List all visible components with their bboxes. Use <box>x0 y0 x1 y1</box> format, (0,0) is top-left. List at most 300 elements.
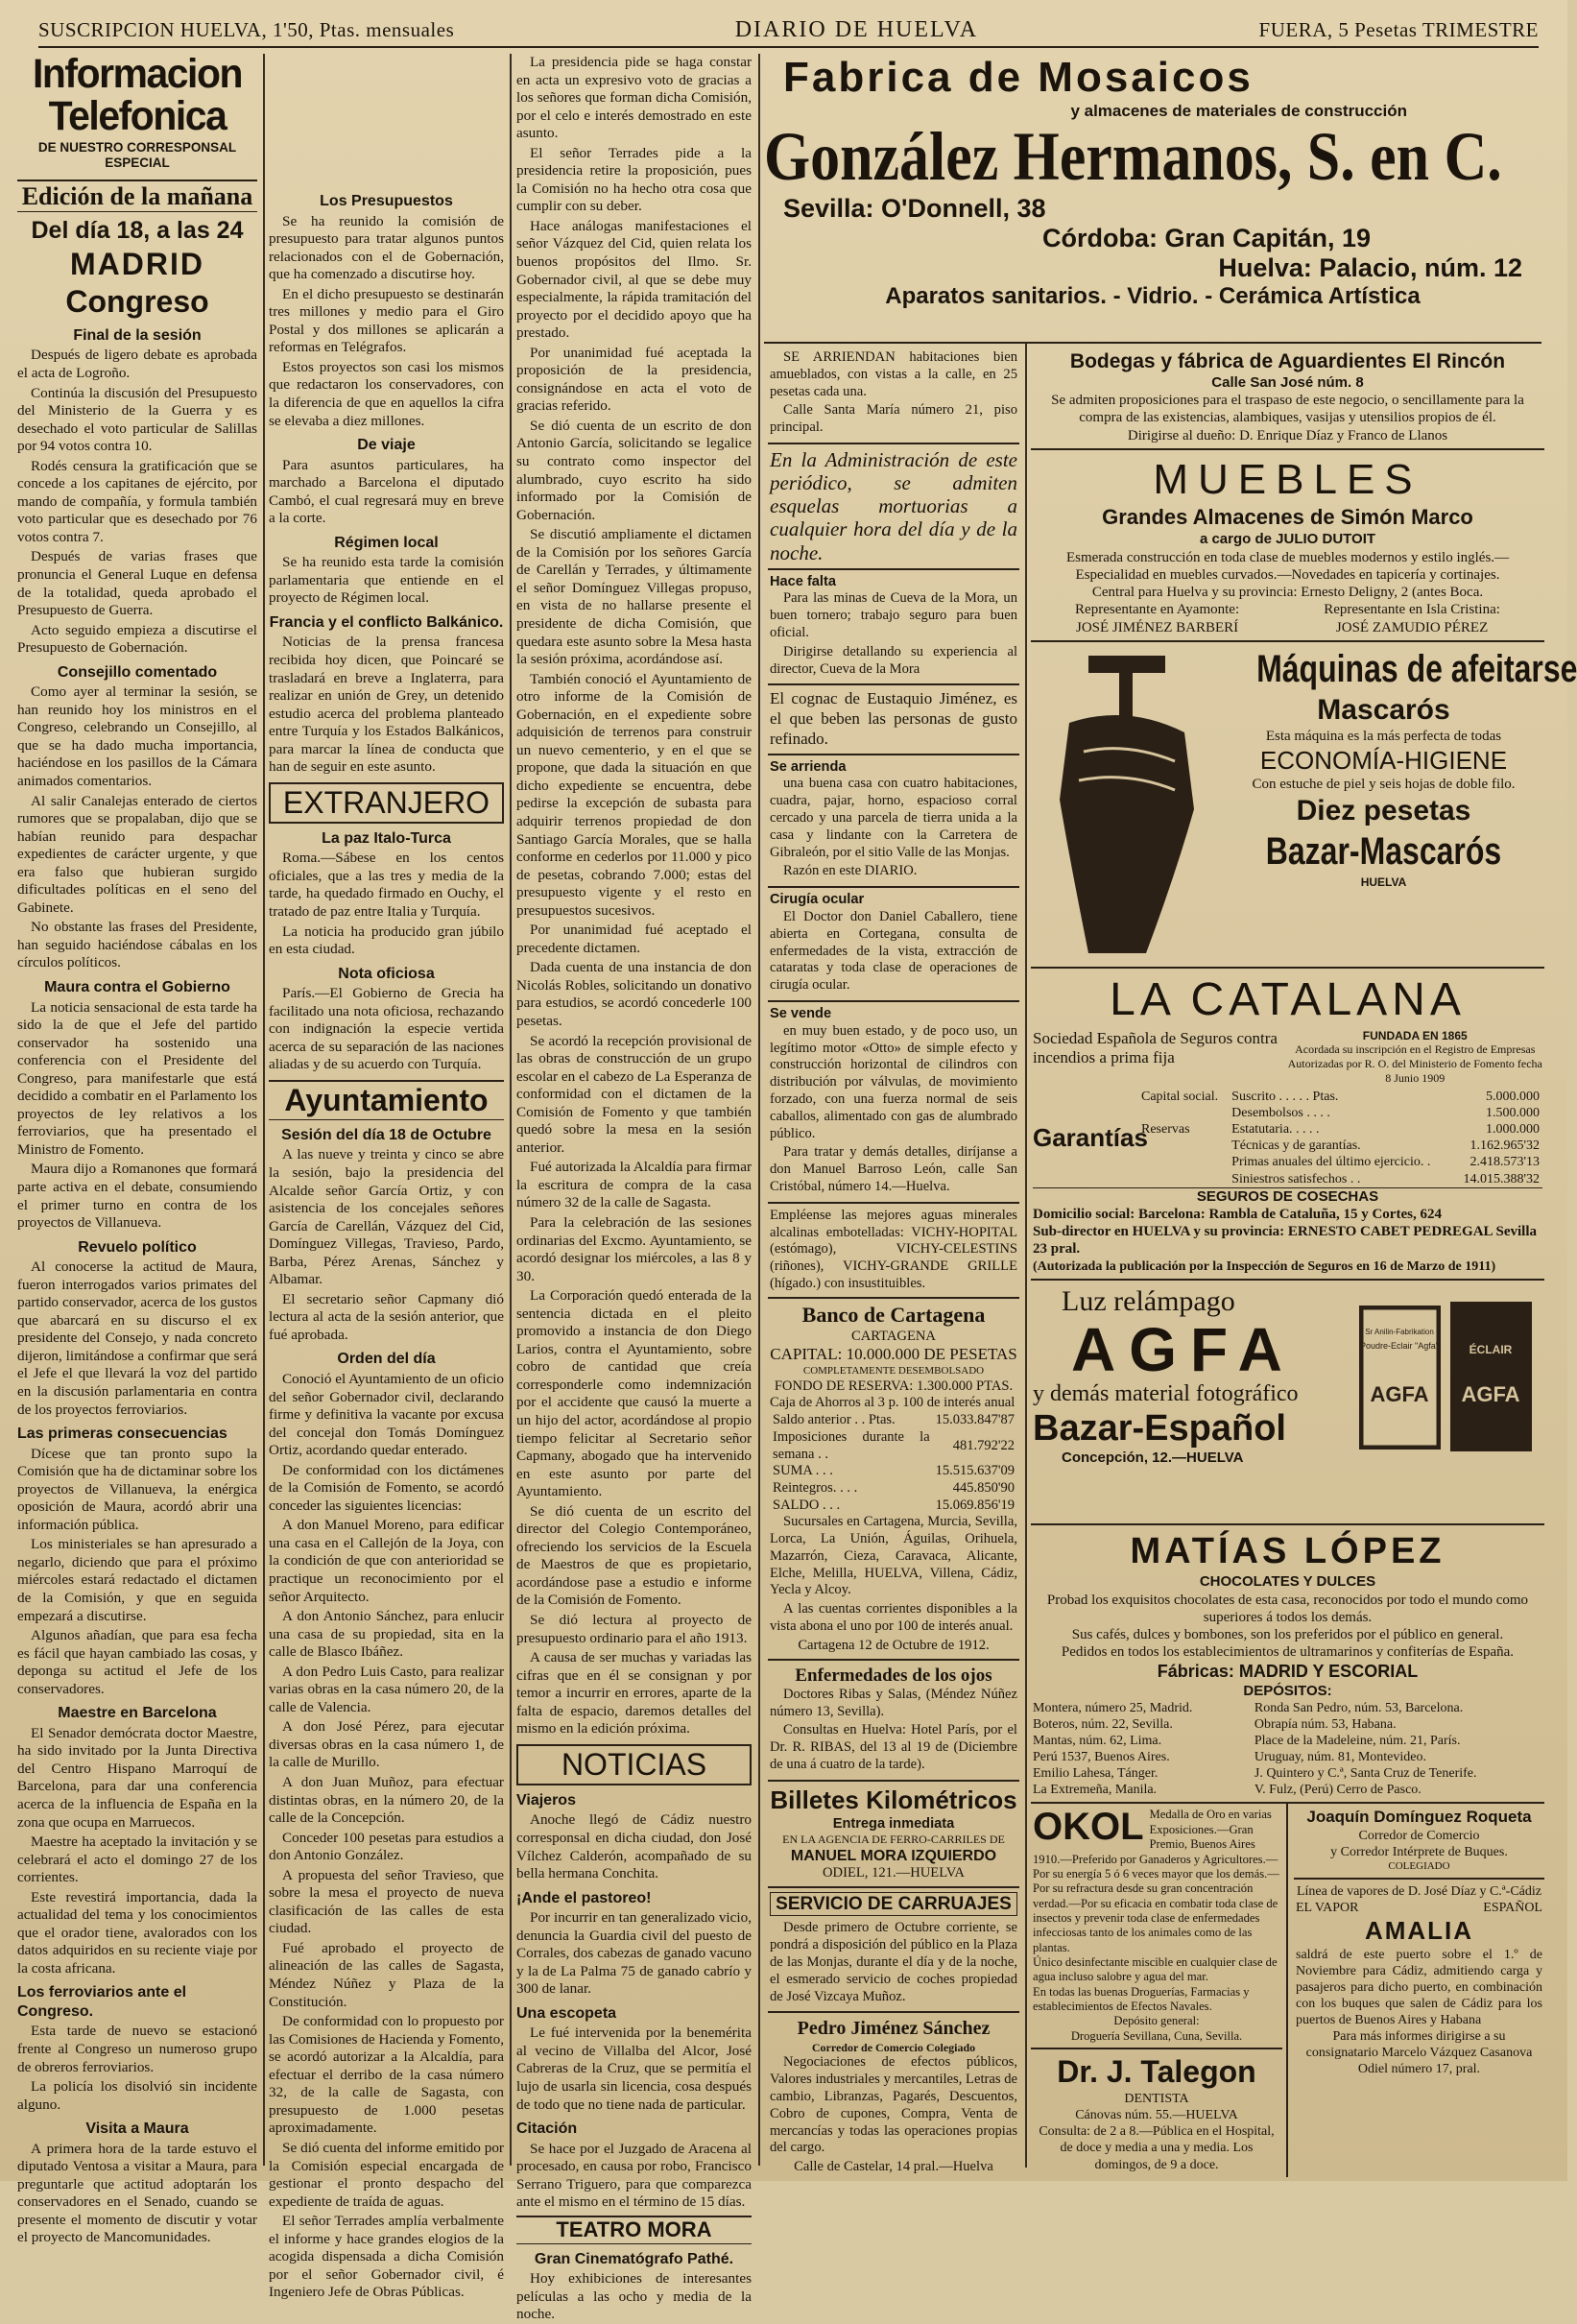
paragraph: Después de varias frases que pronuncia el General Luque en defensa de la totalidad, queda aprobado el Presupuesto de Guerra. <box>17 548 257 619</box>
paragraph: Se dió cuenta de un escrito de don Antonio García, solicitando se legalice su contrato como inspector del alumbrado, cuyo escrito ha sido informado por la Comisión de Gobernación. <box>516 417 752 523</box>
subhead: La paz Italo-Turca <box>322 829 451 847</box>
ad-subheading: y almacenes de materiales de construcción <box>1070 102 1407 120</box>
paragraph: Algunos añadían, que para esa fecha es fácil que hayan cambiado las cosas, y deponga su actitud el Jefe de los conservadores. <box>17 1627 257 1697</box>
guarantees-label: Garantías <box>1033 1122 1148 1152</box>
mosaic-factory-ad <box>764 54 1541 344</box>
ad-text: Esta máquina es la más perfecta de todas <box>1265 729 1502 745</box>
ad-heading: LA CATALANA <box>1110 974 1466 1026</box>
table-cell <box>1138 1154 1229 1170</box>
list-item: J. Quintero y C.ª, Santa Cruz de Tenerife. <box>1254 1766 1477 1782</box>
brand-name: Mascarós <box>1317 693 1450 726</box>
dentist-ad <box>1031 2049 1282 2176</box>
paragraph: Se hace por el Juzgado de Aracena al procesado, en causa por robo, Francisco Serrano Triguero, para que comparezca ante el mismo en el término de 15 días. <box>516 2140 752 2211</box>
steamship-ad <box>1294 1880 1544 2082</box>
paragraph: Se ha reunido esta tarde la comisión parlamentaria que entiende en el proyecto de Régimen local. <box>269 554 504 607</box>
list-item: Boteros, núm. 22, Sevilla. <box>1033 1717 1173 1733</box>
factories: Fábricas: MADRID Y ESCORIAL <box>1157 1661 1419 1681</box>
paragraph: Fué aprobado el proyecto de alineación de las calles de Sagasta, Méndez Núñez y Plaza de la Constitución. <box>269 1939 504 2010</box>
subhead: Nota oficiosa <box>338 965 435 982</box>
ad-heading: Enfermedades de los ojos <box>795 1665 992 1686</box>
paragraph: Acto seguido empieza a discutirse el Presupuesto de Gobernación. <box>17 621 257 657</box>
subhead: Sesión del día 18 de Octubre <box>281 1126 491 1143</box>
paragraph: Para asuntos particulares, ha marchado a Barcelona el diputado Cambó, el cual regresará muy en breve a la corte. <box>269 456 504 527</box>
ad-heading: Luz relámpago <box>1062 1284 1235 1317</box>
column-divider <box>758 54 760 2166</box>
railway-tickets-ad <box>768 1782 1019 1888</box>
ad-heading: MUEBLES <box>1153 455 1422 503</box>
table-cell: 15.033.847'87 <box>935 1412 1015 1428</box>
subhead: ¡Ande el pastoreo! <box>516 1889 652 1906</box>
paragraph: Rodés censura la gratificación que se concede a los capitanes de ejército, por mando de compañía, y formula también voto particular que es desechado por 76 votos contra 7. <box>17 457 257 545</box>
subhead: Revuelo político <box>78 1238 197 1256</box>
paragraph: La noticia sensacional de esta tarde ha sido la de que el Jefe del partido conservador ha sostenido una conferencia con el Presidente del Congreso, para manifestarle que está decidido a combatir en el Parlamento los proyectos de ley relativos a los ferroviarios, que ha presentado el Ministro de Fomento. <box>17 998 257 1158</box>
subscription-outside: FUERA, 5 Pesetas TRIMESTRE <box>1258 17 1539 41</box>
ad-text: Depósito general: <box>1113 2014 1200 2028</box>
ad-text: Representante en Ayamonte: <box>1075 602 1240 618</box>
table-cell: 1.000.000 <box>1486 1122 1540 1138</box>
column-divider <box>510 54 512 2166</box>
paragraph: Hace análogas manifestaciones el señor Vázquez del Cid, quien relata los buenos propósitos del Ilmo. Sr. Gobernador civil, al que se debe muy especialmente, la rápida tramitación del proyecto por el decidido apoyo que ha prestado. <box>516 217 752 342</box>
paragraph: Le fué intervenida por la benemérita al vecino de Villalba del Alcor, José Cabreras de la Cruz, que se permitía el lujo de usarla sin licencia, cosa después de todo que no tiene nada de particular. <box>516 2025 752 2113</box>
table-row <box>1138 1138 1542 1154</box>
table-cell: Reintegros. . . . <box>773 1479 858 1496</box>
table-cell <box>1138 1138 1229 1154</box>
list-item: Place de la Madeleine, núm. 21, París. <box>1254 1734 1461 1749</box>
subhead: Gran Cinematógrafo Pathé. <box>534 2250 734 2267</box>
photo-supplies-ad <box>1031 1281 1544 1525</box>
depots-label: DEPÓSITOS: <box>1243 1682 1332 1699</box>
column-4 <box>768 346 1019 2175</box>
ad-subheading: DENTISTA <box>1124 2092 1189 2107</box>
foreign-news-heading: EXTRANJERO <box>269 782 504 824</box>
table-cell: 14.015.388'32 <box>1463 1171 1540 1186</box>
ad-text: Único desinfectante miscible en cualquier clase de agua incluso salobre y agua del mar. <box>1033 1955 1278 1984</box>
table-cell: 15.515.637'09 <box>935 1463 1015 1479</box>
ad-subheading: Entrega inmediata <box>832 1815 955 1832</box>
table-cell: 5.000.000 <box>1486 1090 1540 1105</box>
ad-heading: Cirugía ocular <box>770 892 865 908</box>
ad-text: A las cuentas corrientes disponibles a la vista abona el uno por 100 de interés anual. <box>770 1601 1017 1635</box>
ad-text: Calle Santa María número 21, piso principal. <box>770 402 1017 436</box>
ad-text: Sus cafés, dulces y bombones, son los preferidos por el público en general. <box>1071 1627 1504 1643</box>
bank-ad <box>768 1299 1019 1661</box>
ad-text: Desde primero de Octubre corriente, se pondrá a disposición del público en la Plaza de las Monjas, durante el día y de la noche, el esmerado servicio de coches propiedad de José Vizcaya Muñoz. <box>770 1920 1017 2004</box>
paragraph: Roma.—Sábese en los centos oficiales, que a las tres y media de la tarde, ha quedado firmado en Ouchy, el tratado de paz entre Italia y Turquía. <box>269 850 504 921</box>
table-cell: Imposiciones durante la semana . . <box>773 1428 930 1462</box>
table-cell: Suscrito . . . . . Ptas. <box>1231 1090 1339 1105</box>
ad-slogan: ECONOMÍA-HIGIENE <box>1259 745 1508 775</box>
representative-ayamonte <box>1075 601 1239 636</box>
bottom-right-stack <box>1288 1804 1544 2176</box>
ad-text: Representante en Isla Cristina: <box>1324 602 1500 618</box>
representative-isla <box>1324 601 1500 636</box>
ad-contact: Dirigirse al dueño: D. Enrique Díaz y Franco de Llanos <box>1127 427 1448 443</box>
bank-city: CARTAGENA <box>851 1328 936 1344</box>
subhead: Los ferroviarios ante el Congreso. <box>17 1984 187 2020</box>
ad-products: Aparatos sanitarios. - Vidrio. - Cerámica Artística <box>885 282 1421 309</box>
congress-heading: Congreso <box>65 283 209 319</box>
ad-text: EN LA AGENCIA DE FERRO-CARRILES DE <box>782 1833 1005 1847</box>
paragraph: No obstante las frases del Presidente, han seguido haciéndose cábalas en los círculos políticos. <box>17 919 257 971</box>
ad-text: Medalla de Oro en varias Exposiciones.—Gran Premio, Buenos Aires 1910.—Preferido por Ganaderos y Agricultores.—Por su energía 5 ó 6 veces mayor que los demás.—Por su refractura desde su gran concentración verdad.—Por su eficacia en combatir toda clase de insectos y prevenir toda clase de enfermedades infecciosas tanto de los animales como de las plantas. <box>1033 1808 1279 1954</box>
paragraph: Se discutió ampliamente el dictamen de la Comisión por los señores García de Carellán y Terrades, y últimamente el señor Domínguez Villegas propuso, en vista de no hallarse presente el presidente de dicha Comisión, que quedara este asunto sobre la Mesa hasta la sesión próxima, acordándose así. <box>516 526 752 668</box>
paragraph: También conoció el Ayuntamiento de otro informe de la Comisión de Gobernación, en el expediente sobre adquisición de terrenos para construir un nuevo cementerio, y en el que se propone, que dada la situación en que dicho expediente se encuentra, debe pedirse la excepción de subasta para adquirir terrenos propiedad de don Santiago García Morales, que se halla conforme en cederlos por 11.000 y pico de pesetas, cobrando 7.000; estas del presupuesto vigente y el resto en presupuestos sucesivos. <box>516 670 752 919</box>
paragraph: La noticia ha producido gran júbilo en esta ciudad. <box>269 922 504 958</box>
ad-heading: Hace falta <box>770 573 836 589</box>
ad-text: saldrá de este puerto sobre el 1.º de Noviembre para Cádiz, admitiendo carga y pasajeros para dicho puerto, en combinación con los buques que salen de Cádiz para los puertos de Buenos Aires y Habana <box>1296 1947 1542 2027</box>
bottom-left-stack <box>1031 1804 1288 2176</box>
table-row <box>770 1497 1017 1515</box>
paragraph: A don José Pérez, para ejecutar diversas obras en la casa número 1, de la calle de Murillo. <box>269 1718 504 1771</box>
ad-address: Domicilio social: Barcelona: Rambla de Cataluña, 15 y Cortes, 624 <box>1033 1206 1442 1222</box>
ad-heading: MATÍAS LÓPEZ <box>1130 1530 1446 1571</box>
hand-holding-razor-illustration <box>1031 646 1223 953</box>
table-row <box>770 1480 1017 1497</box>
bank-date: Cartagena 12 de Octubre de 1912. <box>798 1637 990 1653</box>
paragraph: Como ayer al terminar la sesión, se han reunido hoy los ministros en el Congreso, celebrando un Consejillo, al que se ha dado mucha importancia, haciéndose en los pasillos de la Cámara animados comentarios. <box>17 683 257 789</box>
paragraph: Después de ligero debate es aprobada el acta de Logroño. <box>17 347 257 381</box>
table-row <box>1138 1105 1542 1121</box>
table-cell: Siniestros satisfechos . . <box>1231 1171 1361 1186</box>
ad-address-cordoba: Córdoba: Gran Capitán, 19 <box>1042 223 1372 252</box>
table-cell: Desembolsos . . . . <box>1231 1106 1330 1121</box>
paragraph: Los ministeriales se han apresurado a negarlo, diciendo que para el próximo miércoles estará redactado el dictamen de la Comisión, y que en seguida empezará a discutirse. <box>17 1536 257 1624</box>
box-label: AGFA <box>1370 1381 1429 1406</box>
carriage-service-ad <box>768 1888 1019 2013</box>
subhead: Francia y el conflicto Balkánico. <box>269 613 504 631</box>
list-item: Uruguay, núm. 81, Montevideo. <box>1254 1750 1426 1765</box>
ad-heading: Máquinas de afeitarse <box>1256 648 1577 691</box>
column-divider <box>263 54 265 2166</box>
bank-name: Banco de Cartagena <box>801 1302 986 1327</box>
ad-text: Razón en este DIARIO. <box>783 863 918 879</box>
ad-text: Corredor de Comercio <box>1358 1829 1480 1844</box>
ad-heading: Se vende <box>770 1006 832 1022</box>
paragraph: Se dió lectura al proyecto de presupuesto ordinario para el año 1913. <box>516 1612 752 1646</box>
ad-text: Sucursales en Cartagena, Murcia, Sevilla, Lorca, La Unión, Águilas, Orihuela, Mazarrón, Cieza, Caravaca, Alicante, Elche, Melilla, HUELVA, Villena, Cádiz, Yecla y Alcoy. <box>770 1514 1017 1598</box>
ad-text: Con estuche de piel y seis hojas de doble filo. <box>1252 777 1516 793</box>
list-item: V. Fulz, (Perú) Cerro de Pasco. <box>1254 1783 1422 1798</box>
edition-date: Del día 18, a las 24 <box>31 217 244 245</box>
stockbroker-ad <box>768 2013 1019 2180</box>
ad-text: y demás material fotográfico <box>1033 1381 1299 1407</box>
masthead <box>38 13 1539 48</box>
table-cell: 15.069.856'19 <box>935 1497 1015 1513</box>
store-address: Concepción, 12.—HUELVA <box>1062 1449 1244 1466</box>
paragraph: Noticias de la prensa francesa recibida hoy dicen, que Poincaré se trasladará en breve a Inglaterra, para realizar en unión de Grey, un detenido estudio acerca del problema planteado entre Turquía y los Estados Balkánicos, para marcar la línea de conducta que han de seguir en este asunto. <box>269 634 504 776</box>
company-name: González Hermanos, S. en C. <box>764 118 1502 195</box>
ad-text: Dirigirse detallando su experiencia al director, Cueva de la Mora <box>770 643 1017 677</box>
table-cell: Reservas <box>1141 1122 1190 1138</box>
ad-subheading: Sociedad Española de Seguros contra incendios a prima fija <box>1033 1028 1278 1067</box>
ad-price: Diez pesetas <box>1296 794 1471 827</box>
ad-address-sevilla: Sevilla: O'Donnell, 38 <box>783 193 1046 223</box>
store-city: HUELVA <box>1360 875 1407 890</box>
table-cell: 1.500.000 <box>1486 1106 1540 1121</box>
ad-text: Se admiten proposiciones para el traspaso de este negocio, o sencillamente para la compra de las existencias, alambiques, vasijas y utensilios propios de él. <box>1051 392 1524 426</box>
agency-address: ODIEL, 121.—HUELVA <box>823 1865 965 1881</box>
column-3 <box>516 54 752 2323</box>
ad-text: Droguería Sevillana, Cuna, Sevilla. <box>1070 2028 1243 2043</box>
ad-heading: Billetes Kilométricos <box>770 1785 1017 1814</box>
ad-text: En todas las buenas Droguerías, Farmacias y establecimientos de Efectos Navales. <box>1033 1984 1250 2014</box>
table-cell: 445.850'90 <box>952 1479 1015 1496</box>
bank-paid: COMPLETAMENTE DESEMBOLSADO <box>802 1365 985 1378</box>
paragraph: Conoció el Ayuntamiento de un oficio del señor Gobernador civil, declarando firme y definitiva la vacante por excusa del concejal don Tomás Domínguez Ortiz, acordando quedar enterado. <box>269 1370 505 1459</box>
paragraph: Para la celebración de las sesiones ordinarias del Excmo. Ayuntamiento, se acordó designar los miércoles, a las 8 y 30. <box>516 1214 752 1284</box>
subhead: De viaje <box>357 437 416 454</box>
job-ad <box>768 570 1019 686</box>
rooms-for-rent-ad <box>768 346 1019 444</box>
paragraph: Este revestirá importancia, dada la actualidad del tema y los conocimientos que el orador tiene, avalorados con los datos adquiridos en su reciente viaje por la costa africana. <box>17 1888 257 1977</box>
ad-text: Esmerada construcción en toda clase de muebles modernos y estilo inglés.—Especialidad en muebles curvados.—Novedades en tapicería y cortinajes. <box>1065 549 1510 583</box>
ad-heading: Fabrica de Mosaicos <box>783 54 1254 101</box>
paragraph: De conformidad con los dictámenes de la Comisión de Fomento, se acordó conceder las siguientes licencias: <box>269 1461 504 1514</box>
subhead: Los Presupuestos <box>320 193 453 209</box>
table-cell: Técnicas y de garantías. <box>1231 1138 1361 1154</box>
ad-subheading: Grandes Almacenes de Simón Marco <box>1102 505 1473 530</box>
table-cell: SUMA . . . <box>773 1463 833 1479</box>
ad-text: Probad los exquisitos chocolates de esta casa, reconocidos por todo el mundo como superiores á todos los demás. <box>1046 1592 1529 1625</box>
city-council-heading: Ayuntamiento <box>269 1080 504 1120</box>
paragraph: A don Pedro Luis Casto, para realizar varias obras en la casa número 20, de la calle de Valencia. <box>269 1663 504 1715</box>
subhead: Las primeras consecuencias <box>17 1426 227 1443</box>
subhead: Régimen local <box>334 534 439 551</box>
paragraph: La Corporación quedó enterada de la sentencia dictada en el pleito promovido a instancia de don Diego Larios, contra el Ayuntamiento, sobre cobro de cantidad que creía corresponderle como indemnización por el accidente que causó la muerte a un hijo del actor, acordándose al propio tiempo felicitar al Secretario señor Capmany, abogado que ha intervenido en este asunto por parte del Ayuntamiento. <box>516 1287 752 1500</box>
ad-heading: Bodegas y fábrica de Aguardientes El Rincón <box>1069 350 1506 372</box>
city-heading: MADRID <box>70 246 204 281</box>
paragraph: De conformidad con lo propuesto por las Comisiones de Hacienda y Fomento, se acordó autorizar a la Alcaldía, para efectuar el derribo de la casa número 32, de la calle de Sagasta, con presupuesto de 1.000 pesetas aproximadamente. <box>269 2013 504 2137</box>
guarantees-table <box>1138 1089 1542 1186</box>
subhead: Citación <box>516 2120 578 2138</box>
table-cell <box>1138 1171 1229 1187</box>
paragraph: A don Juan Muñoz, para efectuar distintas obras, en la número 20, de la calle de la Concepción. <box>269 1774 504 1827</box>
box-label: ÉCLAIR <box>1469 1342 1513 1356</box>
paragraph: Maura dijo a Romanones que formará parte activa en el debate, consumiendo el primer turno en contra de los proyectos de Villanueva. <box>17 1161 257 1232</box>
founded: FUNDADA EN 1865 <box>1362 1028 1468 1042</box>
ad-text: JOSÉ ZAMUDIO PÉREZ <box>1335 619 1489 635</box>
ad-text: Para más informes dirigirse a su consignatario Marcelo Vázquez Casanova <box>1305 2028 1533 2061</box>
paragraph: Por unanimidad fué aceptado el precedente dictamen. <box>516 922 752 956</box>
depots-left <box>1033 1700 1254 1798</box>
list-item: La Extremeña, Manila. <box>1033 1783 1158 1798</box>
box-label: Sr Anilin-Fabrikation <box>1365 1327 1434 1336</box>
ad-text: Central para Huelva y su provincia: Ernesto Deligny, 2 (antes Boca. <box>1091 585 1484 601</box>
table-cell: Estatutaria. . . . . <box>1231 1122 1320 1138</box>
ad-heading: Dr. J. Talegon <box>1057 2054 1256 2090</box>
ad-heading: Línea de vapores de D. José Díaz y C.ª-Cádiz <box>1296 1883 1541 1899</box>
section-title: Informacion Telefonica <box>32 51 243 139</box>
eye-doctors-ad <box>768 1661 1019 1782</box>
paragraph: Se ha reunido la comisión de presupuesto para tratar algunos puntos relacionados con el de Gobernación, que ha comenzado a discutirse hoy. <box>269 212 504 283</box>
ad-text: Odiel número 17, pral. <box>1357 2062 1481 2077</box>
right-ads-area <box>1031 346 1577 2172</box>
table-row <box>770 1463 1017 1480</box>
paragraph: Por unanimidad fué aceptada la proposición de la presidencia, consignándose en acta el voto de gracias referido. <box>516 344 752 415</box>
table-cell: Saldo anterior . . Ptas. <box>773 1412 896 1428</box>
paragraph: Se dió cuenta de un escrito del director del Colegio Contemporáneo, ofreciendo los servicios de la Escuela de Maestros de que es propietario, acordándose pase a estudio e informe de la Comisión de Fomento. <box>516 1502 752 1609</box>
table-row <box>770 1412 1017 1429</box>
list-item: Emilio Lahesa, Tánger. <box>1033 1766 1159 1782</box>
ad-text: JOSÉ JIMÉNEZ BARBERÍ <box>1075 619 1239 635</box>
paragraph: Esta tarde de nuevo se estacionó frente al Congreso un numeroso grupo de obreros ferroviarios. <box>17 2023 257 2075</box>
column-divider <box>1025 344 1027 2168</box>
paragraph: En el dicho presupuesto se destinarán tres millones y medio para el Giro Postal y dos millones se aplicarán a reformas en Telégrafos. <box>269 285 504 356</box>
paragraph: Estos proyectos son casi los mismos que redactaron los conservadores, con la diferencia de que en aquellos la cifra se elevaba a diez millones. <box>269 358 504 429</box>
paragraph: Dada cuenta de una instancia de don Nicolás Robles, solicitando un donativo para estudios, se acordó concederle 100 pesetas. <box>516 959 752 1029</box>
ad-subheading: Corredor de Comercio Colegiado <box>811 2040 976 2054</box>
paragraph: A primera hora de la tarde estuvo el diputado Ventosa a visitar a Maura, para preguntarle que actitud adoptarán los conservadores en el Senado, cuando se presente el momento de discutir y votar el proyecto de Mancomunidades. <box>17 2140 257 2246</box>
paragraph: A propuesta del señor Travieso, que sobre la mesa el proyecto de nueva clasificación de las calles de esta ciudad. <box>269 1866 504 1937</box>
section-subtitle: DE NUESTRO CORRESPONSAL ESPECIAL <box>37 139 237 171</box>
ad-heading: SERVICIO DE CARRUAJES <box>770 1892 1017 1916</box>
chocolate-ad <box>1031 1525 1544 1805</box>
list-item: Ronda San Pedro, núm. 53, Barcelona. <box>1254 1700 1464 1715</box>
table-row <box>1138 1171 1542 1187</box>
ad-text: El Doctor don Daniel Caballero, tiene abierta en Cortegana, consulta de enfermedades de la vista, extracción de cataratas y toda clase de operaciones de cirugía ocular. <box>770 909 1017 994</box>
theatre-heading: TEATRO MORA <box>516 2216 752 2244</box>
depots-right <box>1254 1700 1542 1798</box>
ad-text: ESPAÑOL <box>1483 1900 1542 1915</box>
ad-text: Pedidos en todos los establecimientos de ultramarinos y confiterías de España. <box>1061 1644 1515 1661</box>
ad-text: Para las minas de Cueva de la Mora, un buen tornero; trabajo seguro para buen oficial. <box>770 590 1017 641</box>
paragraph: La presidencia pide se haga constar en acta un expresivo voto de gracias a los señores que forman dicha Comisión, por el celo e interés demostrado en este asunto. <box>516 54 752 142</box>
paragraph: El Senador demócrata doctor Maestre, ha sido invitado por la Junta Directiva del Centro Hispano Marroquí de Barcelona, para dar una conferencia acerca de la influencia de España en la zona que ocupa en Marruecos. <box>17 1724 257 1831</box>
crop-insurance: SEGUROS DE COSECHAS <box>1033 1187 1542 1206</box>
ad-text: una buena casa con cuatro habitaciones, cuadra, pajar, horno, espacioso corral cercado y una parcela de tierra unida a la casa y lindante con la Carretera de Gibraleón, por el sitio Valle de las Monjas. <box>770 776 1017 860</box>
subhead: Viajeros <box>516 1791 576 1809</box>
bank-balance-table <box>770 1412 1017 1514</box>
ad-text: Negociaciones de efectos públicos, Valores industriales y mercantiles, Letras de cambio, Libranzas, Pagarés, Descuentos, Cobro de cupones, Compra, Venta de mercancías y todas las operaciones propias del cargo. <box>770 2054 1017 2156</box>
ad-address: Cánovas núm. 55.—HUELVA <box>1075 2108 1238 2123</box>
disinfectant-ad <box>1031 1804 1282 2049</box>
subhead: Maura contra el Gobierno <box>44 979 230 996</box>
subhead: Final de la sesión <box>73 326 202 344</box>
ad-text: Para tratar y demás detalles, diríjanse a don Manuel Barroso León, calle San Cristóbal, número 14.—Huelva. <box>770 1144 1017 1194</box>
paragraph: Maestre ha aceptado la invitación y se celebrará el acto el domingo 27 de los corrientes. <box>17 1833 257 1886</box>
list-item: Montera, número 25, Madrid. <box>1033 1700 1193 1715</box>
table-cell: 2.418.573'13 <box>1469 1155 1540 1170</box>
bank-savings: Caja de Ahorros al 3 p. 100 de interés anual <box>770 1395 1015 1411</box>
subhead: Orden del día <box>337 1351 436 1368</box>
ad-text: Doctores Ribas y Salas, (Méndez Núñez número 13, Sevilla). <box>770 1686 1017 1719</box>
ship-name: AMALIA <box>1364 1915 1474 1945</box>
paragraph: Al salir Canalejas enterado de ciertos rumores que se propalaban, dijo que se habían reunido para despachar expedientes de carácter urgente, y que era falso que hubieran surgido dificultades políticas en el seno del Gabinete. <box>17 792 257 916</box>
table-row <box>1138 1089 1542 1105</box>
paragraph: A las nueve y treinta y cinco se abre la sesión, bajo la presidencia del Alcalde señor García Ortiz, y con asistencia de los concejales señores García de Carellán, Vázquez del Cid, Domínguez Villegas, Travieso, Pardo, Barba, Pérez Arenas, Sánchez y Albamar. <box>269 1146 504 1288</box>
registry: Acordada su inscripción en el Registro de Empresas Autorizadas por R. O. del Ministerio de Fomento fecha 8 Junio 1909 <box>1287 1042 1542 1085</box>
flash-powder-boxes-illustration <box>1354 1296 1537 1459</box>
paragraph: Fué autorizada la Alcaldía para firmar la escritura de compra de la casa número 32 de la calle de Sagasta. <box>516 1159 752 1211</box>
motor-for-sale-ad <box>768 1002 1019 1204</box>
subhead: Una escopeta <box>516 2004 617 2022</box>
bank-capital: CAPITAL: 10.000.000 DE PESETAS <box>770 1345 1017 1364</box>
ad-text: y Corredor Intérprete de Buques. <box>1330 1845 1508 1860</box>
ad-text: en muy buen estado, y de poco uso, un legítimo motor «Otto» de simple efecto y construcción horizontal de cilindros con distribución por válvulas, de movimiento forzado, con una fuerza normal de seis caballos, alimentado con gas de alumbrado público. <box>770 1022 1017 1141</box>
ad-manager: a cargo de JULIO DUTOIT <box>1199 531 1376 548</box>
table-row <box>770 1429 1017 1463</box>
ad-heading: Pedro Jiménez Sánchez <box>797 2018 991 2040</box>
paragraph: Conceder 100 pesetas para estudios a don Antonio González. <box>269 1829 504 1864</box>
paragraph: El secretario señor Capmany dió lectura al acta de la sesión anterior, que fué aprobada. <box>269 1290 504 1343</box>
subhead: Maestre en Barcelona <box>58 1705 217 1722</box>
store-name: Bazar-Español <box>1033 1407 1286 1449</box>
ad-subheading: CHOCOLATES Y DULCES <box>1199 1573 1376 1591</box>
ad-subdirector: Sub-director en HUELVA y su provincia: ERNESTO CABET PEDREGAL Sevilla 23 pral. <box>1033 1224 1537 1258</box>
ad-heading: Joaquín Domínguez Roqueta <box>1306 1808 1532 1827</box>
razor-ad <box>1031 642 1577 969</box>
store-name: Bazar-Mascarós <box>1265 830 1502 874</box>
table-row <box>1138 1121 1542 1138</box>
paragraph: A don Antonio Sánchez, para enlucir una casa de su propiedad, sita en la calle de Blasco Ibáñez. <box>269 1608 504 1661</box>
paragraph: Hoy exhibiciones de interesantes películas a las ocho y media de la noche. <box>516 2270 752 2323</box>
eye-surgery-ad <box>768 888 1019 1002</box>
edition-label: Edición de la mañana <box>17 180 257 213</box>
news-heading: NOTICIAS <box>516 1744 752 1785</box>
brand-name: OKOL <box>1033 1806 1144 1849</box>
ship-broker-ad <box>1294 1804 1544 1879</box>
table-row <box>1138 1154 1542 1170</box>
ad-text: EL VAPOR <box>1296 1900 1359 1915</box>
box-label: Poudre-Eclair "Agfa" <box>1360 1340 1439 1351</box>
paragraph: París.—El Gobierno de Grecia ha facilitado una nota oficiosa, rechazando con indignación la especie vertida acerca de su separación de las naciones aliadas y de su acuerdo con Turquía. <box>269 985 504 1073</box>
table-cell: Primas anuales del último ejercicio. . <box>1231 1155 1431 1170</box>
paragraph: A causa de ser muchas y variadas las cifras que en él se consignan y por temor a incurrir en errores, aparte de la falta de espacio, daremos detalles del mismo en la edición próxima. <box>516 1649 752 1737</box>
column-2 <box>269 54 505 2301</box>
agency-name: MANUEL MORA IZQUIERDO <box>790 1847 997 1864</box>
ad-text: SE ARRIENDAN habitaciones bien amueblados, con vistas a la calle, en 25 pesetas cada una. <box>770 349 1017 399</box>
paragraph: El señor Terrades pide a la presidencia retire la proposición, pues la Comisión no ha hecho otra cosa que cumplir con su deber. <box>516 144 752 215</box>
paragraph: A don Manuel Moreno, para edificar una casa en el Callejón de la Joya, con la condición de que con anterioridad se practique un reconocimiento por el señor Arquitecto. <box>269 1517 504 1605</box>
subhead: Visita a Maura <box>85 2120 189 2138</box>
table-cell: 481.792'22 <box>952 1437 1015 1453</box>
list-item: Perú 1537, Buenos Aires. <box>1033 1750 1170 1765</box>
list-item: Mantas, núm. 62, Lima. <box>1033 1734 1162 1749</box>
bottom-right-ads <box>1031 1804 1544 2176</box>
paragraph: Dícese que tan pronto supo la Comisión que ha de dictaminar sobre los proyectos de Villanueva, la enérgica oposición de Maura, acordó abrir una información pública. <box>17 1445 257 1533</box>
paragraph: La policía los disolvió sin incidente alguno. <box>17 2078 257 2113</box>
paragraph: El señor Terrades amplía verbalmente el informe y hace grandes elogios de la acogida dispensada a dicha Comisión por el señor Gobernador civil, é Ingeniero Jefe de Obras Públicas. <box>269 2213 504 2301</box>
subhead: Consejillo comentado <box>57 663 218 681</box>
furniture-ad <box>1031 450 1544 642</box>
cognac-ad: El cognac de Eustaquio Jiménez, es el que beben las personas de gusto refinado. <box>768 685 1019 755</box>
column-1 <box>17 51 257 2246</box>
bank-reserve: FONDO DE RESERVA: 1.300.000 PTAS. <box>774 1378 1014 1394</box>
paragraph: Por incurrir en tan generalizado vicio, denuncia la Guardia civil del puesto de Corrales, dos cabezas de ganado vacuno y la de La Palma 75 de ganado cabrío y 300 de lanar. <box>516 1909 752 1998</box>
paragraph: Se acordó la recepción provisional de las obras de construcción de un grupo escolar en el cabezo de La Esperanza de conformidad con el dictamen de la Comisión de Fomento y que también quedó sobre la mesa en la sesión anterior. <box>516 1032 752 1156</box>
distillery-ad <box>1031 346 1544 450</box>
ad-authorization: (Autorizada la publicación por la Inspección de Seguros en 16 de Marzo de 1911) <box>1033 1258 1496 1274</box>
table-cell: SALDO . . . <box>773 1497 841 1513</box>
ad-text: Consultas en Huelva: Hotel París, por el Dr. R. RIBAS, del 13 al 19 de (Diciembre de una á cuatro de la tarde). <box>770 1722 1017 1772</box>
table-cell: 1.162.965'32 <box>1469 1138 1540 1154</box>
ad-text: Consulta: de 2 a 8.—Pública en el Hospital, de doce y media a una y media. Los domingos, de 9 a doce. <box>1039 2124 1275 2172</box>
newspaper-title: DIARIO DE HUELVA <box>734 16 979 42</box>
paragraph: Se dió cuenta del informe emitido por la Comisión especial encargada de gestionar el pronto despacho del expediente de traída de aguas. <box>269 2139 504 2210</box>
ad-address-huelva: Huelva: Palacio, núm. 12 <box>1218 252 1522 282</box>
ad-address: Calle de Castelar, 14 pral.—Huelva <box>794 2159 993 2175</box>
table-cell: Capital social. <box>1141 1090 1219 1105</box>
house-for-rent-ad <box>768 755 1019 889</box>
insurance-ad <box>1031 969 1544 1281</box>
paragraph: Continúa la discusión del Presupuesto del Ministerio de la Guerra y es desechado el voto particular de Salillas por 94 votos contra 10. <box>17 384 257 455</box>
box-label: AGFA <box>1461 1381 1520 1406</box>
list-item: Obrapía núm. 53, Habana. <box>1254 1717 1397 1733</box>
ad-text: COLEGIADO <box>1388 1860 1450 1873</box>
brand-name: AGFA <box>1071 1315 1296 1385</box>
mineral-water-ad: Empléense las mejores aguas minerales alcalinas embotelladas: VICHY-HOPITAL (estómago), VICHY-CELESTINS (riñones), VICHY-GRANDE GRILLE (hígado.) con insustituibles. <box>768 1204 1019 1299</box>
obituaries-notice: En la Administración de este periódico, se admiten esquelas mortuorias a cualquier hora del día y de la noche. <box>768 444 1019 570</box>
